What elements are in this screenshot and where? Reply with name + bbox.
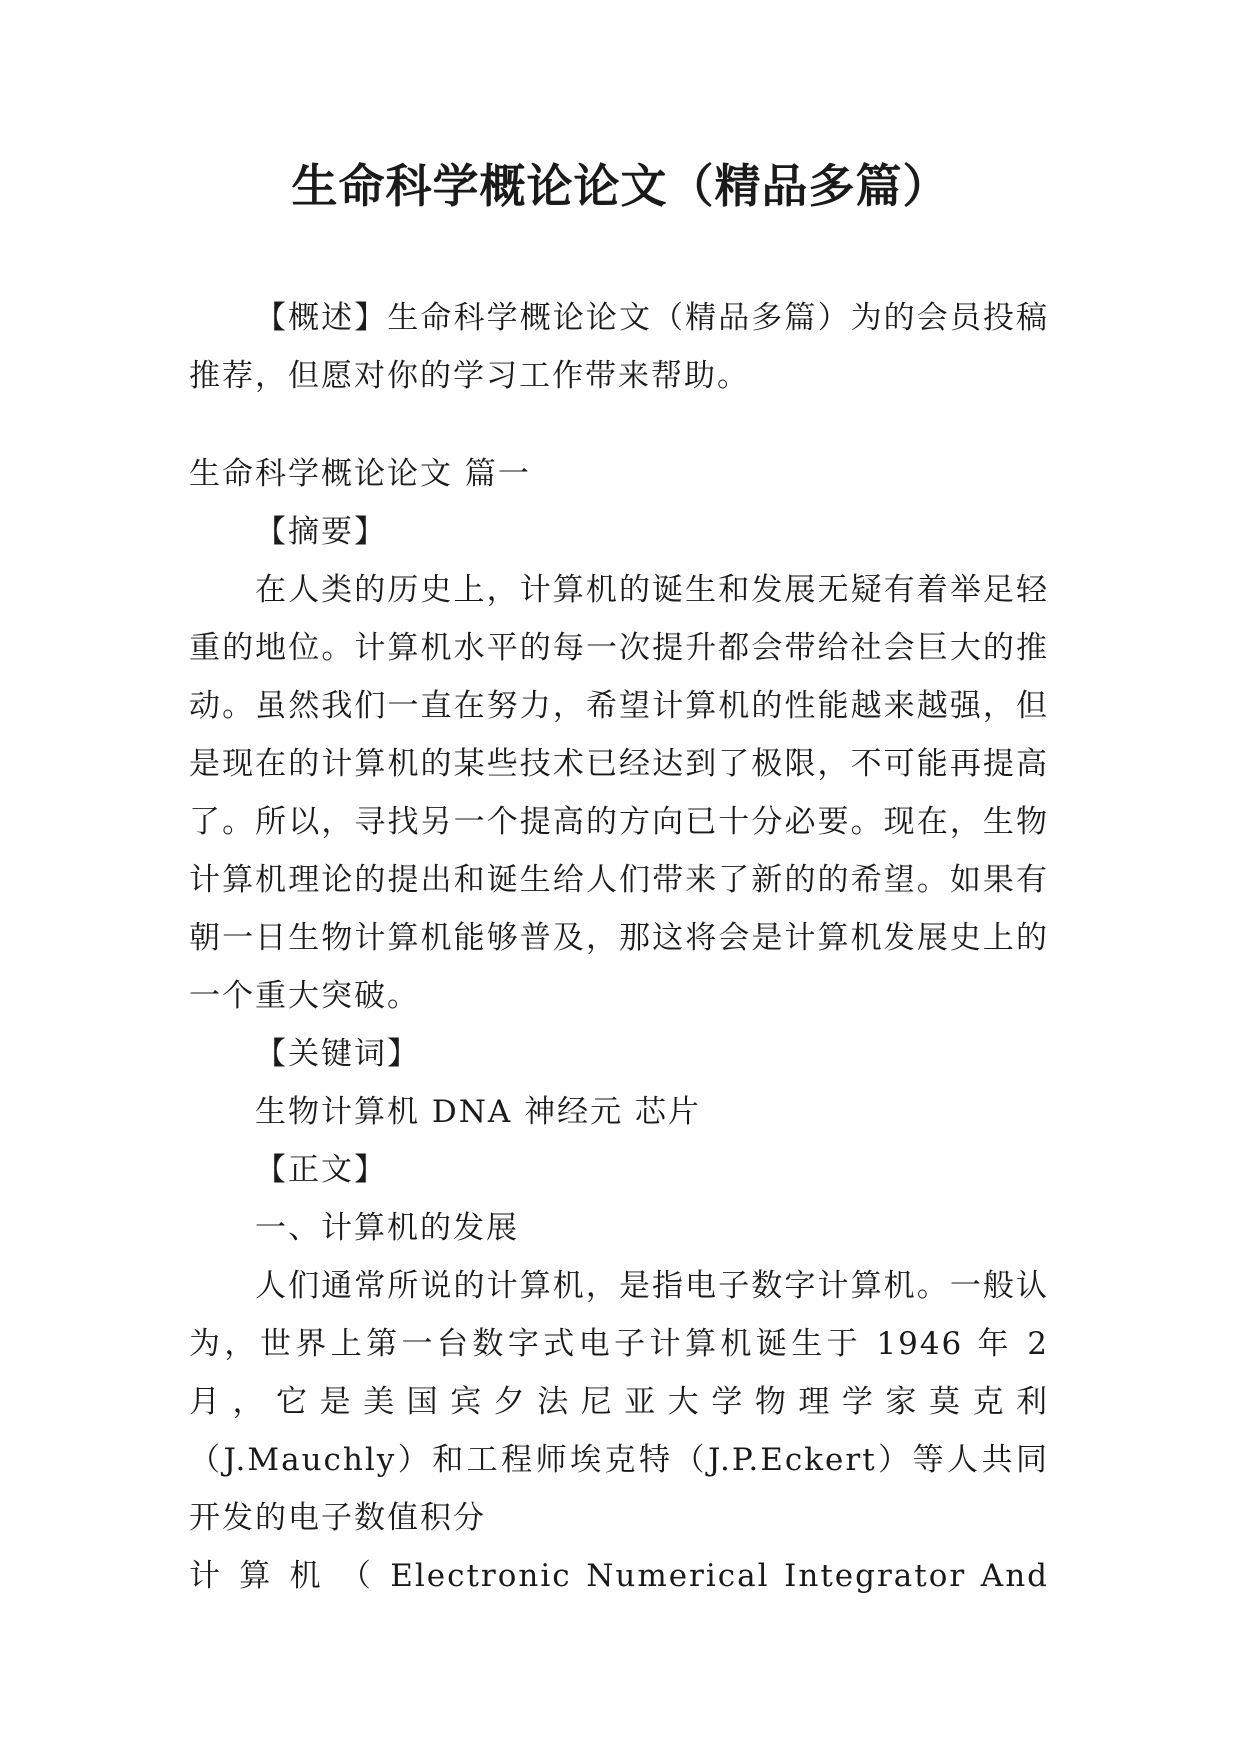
body-label: 【正文】 (255, 1152, 387, 1188)
document-title: 生命科学概论论文（精品多篇） (291, 159, 950, 213)
keywords-label: 【关键词】 (255, 1036, 420, 1072)
keywords-text: 生物计算机 DNA 神经元 芯片 (255, 1094, 701, 1130)
summary-paragraph: 【概述】生命科学概论论文（精品多篇）为的会员投稿推荐，但愿对你的学习工作带来帮助。 (189, 300, 1049, 394)
abstract-label: 【摘要】 (255, 514, 387, 550)
subheading-computer-development: 一、计算机的发展 (255, 1210, 519, 1246)
section-heading: 生命科学概论论文 篇一 (189, 456, 531, 492)
abstract-paragraph: 在人类的历史上，计算机的诞生和发展无疑有着举足轻重的地位。计算机水平的每一次提升都会带给社会巨大的推动。虽然我们一直在努力，希望计算机的性能越来越强，但是现在的计算机的某些技术已经达到了极限，不可能再提高了。所以，寻找另一个提高的方向已十分必要。现在，生物计算机理论的提出和诞生给人们带来了新的的希望。如果有朝一日生物计算机能够普及，那这将会是计算机发展史上的一个重大突破。 (189, 572, 1049, 1014)
paragraph-computer-history-continuation: 计 算 机 （ Electronic Numerical Integrator And (189, 1558, 1049, 1594)
document-body (189, 289, 1049, 1605)
spacer (189, 405, 1049, 445)
paragraph-computer-history: 人们通常所说的计算机，是指电子数字计算机。一般认为，世界上第一台数字式电子计算机诞生于 1946 年 2 月，它是美国宾夕法尼亚大学物理学家莫克利（J.Mauchly）和工程师埃克特（J.P.Eckert）等人共同开发的电子数值积分 (189, 1268, 1049, 1536)
